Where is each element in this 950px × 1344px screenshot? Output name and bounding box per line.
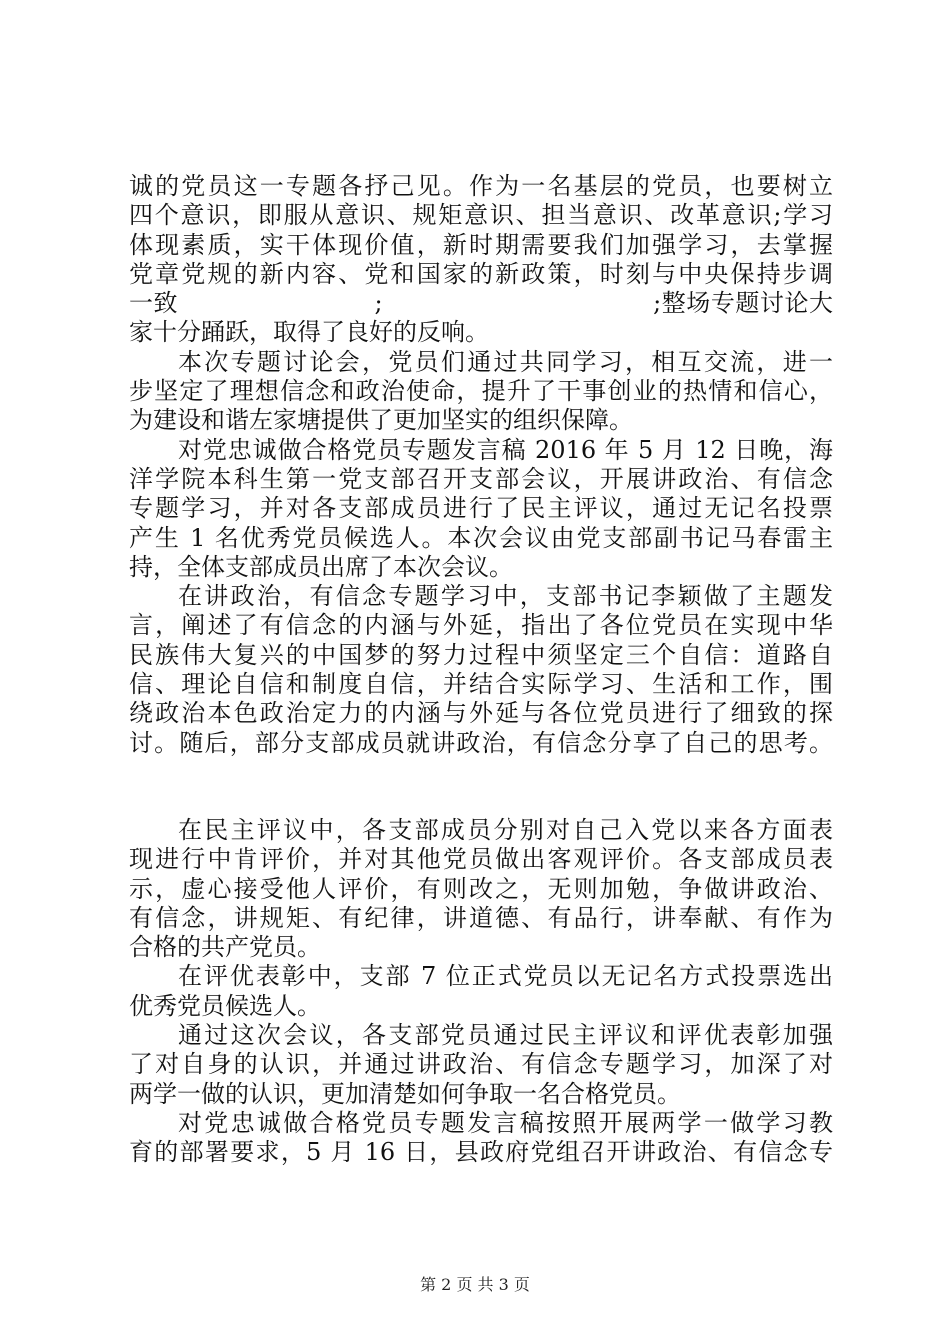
text-line: 步坚定了理想信念和政治使命，提升了干事创业的热情和信心， [129, 377, 833, 406]
paragraph-first-line: 对党忠诚做合格党员专题发言稿 2016 年 5 月 12 日晚，海 [178, 435, 833, 464]
paragraph-first-line: 通过这次会议，各支部党员通过民主评议和评优表彰加强 [178, 1021, 833, 1050]
text-line: 讨。随后，部分支部成员就讲政治，有信念分享了自己的思考。 [129, 728, 833, 757]
text-line: 两学一做的认识，更加清楚如何争取一名合格党员。 [129, 1079, 681, 1108]
text-line: 合格的共产党员。 [129, 933, 321, 962]
text-line: 言，阐述了有信念的内涵与外延，指出了各位党员在实现中华 [129, 611, 833, 640]
text-line: 示，虚心接受他人评价，有则改之，无则加勉，争做讲政治、 [129, 874, 833, 903]
paragraph-first-line: 在民主评议中，各支部成员分别对自己入党以来各方面表 [178, 815, 833, 844]
text-line: 专题学习，并对各支部成员进行了民主评议，通过无记名投票 [129, 494, 833, 523]
paragraph-first-line: 在讲政治，有信念专题学习中，支部书记李颖做了主题发 [178, 582, 833, 611]
text-line: 一致 ; ;整场专题讨论大 [129, 289, 833, 318]
text-line: 持，全体支部成员出席了本次会议。 [129, 552, 513, 581]
text-line: 为建设和谐左家塘提供了更加坚实的组织保障。 [129, 406, 633, 435]
text-line: 现进行中肯评价，并对其他党员做出客观评价。各支部成员表 [129, 845, 833, 874]
text-line: 体现素质，实干体现价值，新时期需要我们加强学习，去掌握 [129, 230, 833, 259]
text-line: 育的部署要求，5 月 16 日，县政府党组召开讲政治、有信念专 [129, 1138, 833, 1167]
paragraph-gap [129, 758, 833, 816]
text-line: 产生 1 名优秀党员候选人。本次会议由党支部副书记马春雷主 [129, 523, 833, 552]
paragraph-first-line: 本次专题讨论会，党员们通过共同学习，相互交流，进一 [178, 347, 833, 376]
text-line: 诚的党员这一专题各抒己见。作为一名基层的党员，也要树立 [129, 172, 833, 200]
text-line: 有信念，讲规矩、有纪律，讲道德、有品行，讲奉献、有作为 [129, 903, 833, 932]
text-line: 家十分踊跃，取得了良好的反响。 [129, 318, 489, 347]
text-line: 优秀党员候选人。 [129, 991, 321, 1020]
paragraph-first-line: 在评优表彰中，支部 7 位正式党员以无记名方式投票选出 [178, 962, 833, 991]
text-line: 信、理论自信和制度自信，并结合实际学习、生活和工作，围 [129, 670, 833, 699]
document-body [129, 172, 833, 1168]
text-line: 四个意识，即服从意识、规矩意识、担当意识、改革意识;学习 [129, 201, 833, 230]
text-line: 党章党规的新内容、党和国家的新政策，时刻与中央保持步调 [129, 259, 833, 288]
text-line: 了对自身的认识，并通过讲政治、有信念专题学习，加深了对 [129, 1050, 833, 1079]
text-line: 民族伟大复兴的中国梦的努力过程中须坚定三个自信：道路自 [129, 640, 833, 669]
text-line: 洋学院本科生第一党支部召开支部会议，开展讲政治、有信念 [129, 464, 833, 493]
page-number-footer: 第 2 页 共 3 页 [420, 1275, 530, 1294]
text-line: 绕政治本色政治定力的内涵与外延与各位党员进行了细致的探 [129, 699, 833, 728]
paragraph-first-line: 对党忠诚做合格党员专题发言稿按照开展两学一做学习教 [178, 1108, 833, 1137]
